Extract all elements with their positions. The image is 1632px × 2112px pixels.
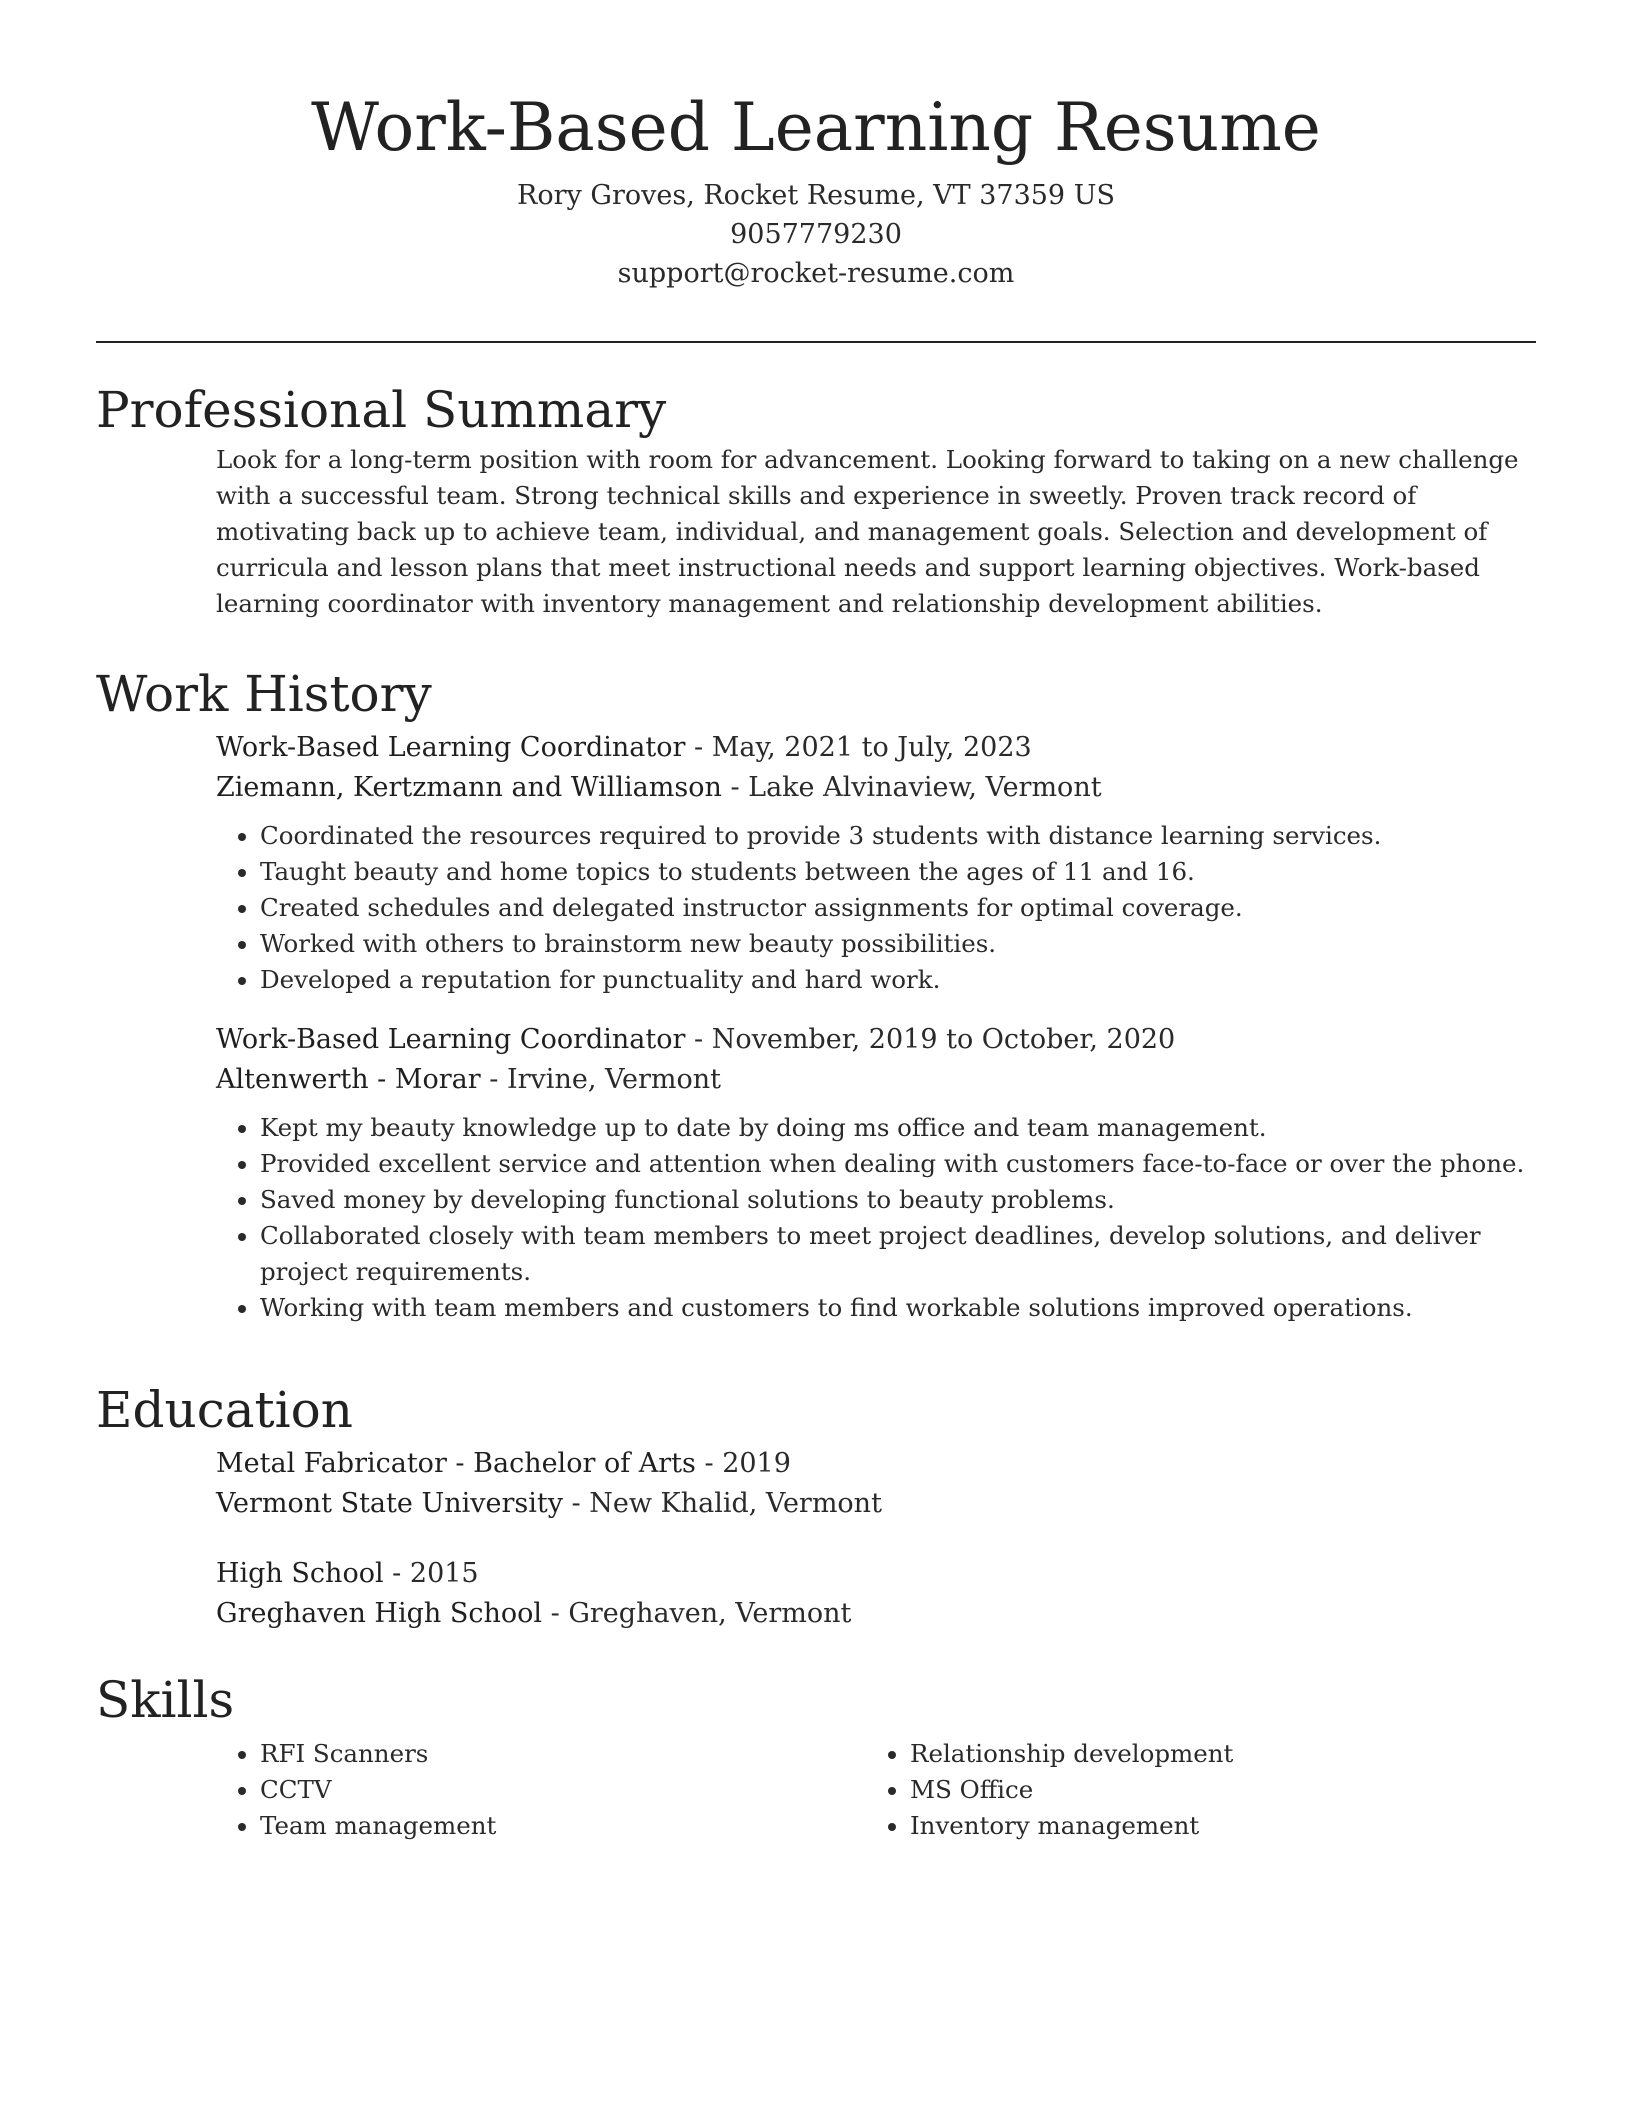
contact-block [96, 176, 1536, 293]
degree: High School [216, 1558, 384, 1589]
job-bullet: • Developed a reputation for punctuality and hard work. [260, 962, 1536, 998]
skill-item: • MS Office [910, 1772, 1516, 1808]
job-company-line [216, 1060, 1536, 1100]
contact-phone: 9057779230 [730, 219, 902, 250]
degree-line [216, 1444, 1536, 1484]
job-location: Irvine, Vermont [506, 1064, 721, 1095]
job-location: Lake Alvinaview, Vermont [748, 772, 1102, 803]
separator: - [542, 1598, 569, 1629]
job-bullet: • Collaborated closely with team members to meet project deadlines, develop solutions, and deliver project requirements. [260, 1218, 1536, 1290]
school-name: Vermont State University [216, 1488, 563, 1519]
skills-grid [216, 1736, 1536, 1844]
header-divider [96, 341, 1536, 343]
education-entry [216, 1444, 1536, 1524]
job-entry [216, 728, 1536, 998]
education-entry [216, 1554, 1536, 1634]
graduation-year: 2019 [722, 1448, 791, 1479]
job-bullets [216, 818, 1536, 998]
graduation-year: 2015 [409, 1558, 479, 1589]
skills-column-right [866, 1736, 1516, 1844]
job-bullet: • Kept my beauty knowledge up to date by doing ms office and team management. [260, 1110, 1536, 1146]
degree: Metal Fabricator - Bachelor of Arts [216, 1448, 696, 1479]
summary-text: Look for a long-term position with room for advancement. Looking forward to taking on a new challenge with a successful team. Strong technical skills and experience in sweetly. Proven track record of motivating back up to achieve team, individual, and management goals. Selection and development of curricula and lesson plans that meet instructional needs and support learning objectives. Work-based learning coordinator with inventory management and relationship development abilities. [216, 445, 1519, 618]
job-bullet: • Created schedules and delegated instructor assignments for optimal coverage. [260, 890, 1536, 926]
job-dates: November, 2019 to October, 2020 [711, 1024, 1176, 1055]
job-bullets [216, 1110, 1536, 1326]
separator: - [383, 1558, 410, 1589]
job-dates: May, 2021 to July, 2023 [711, 732, 1032, 763]
job-bullet: • Worked with others to brainstorm new beauty possibilities. [260, 926, 1536, 962]
skills-section [96, 1670, 1536, 1844]
work-history-section [96, 664, 1536, 1326]
separator: - [695, 1448, 723, 1479]
school-location: New Khalid, Vermont [589, 1488, 882, 1519]
job-bullet: • Working with team members and customers to find workable solutions improved operations. [260, 1290, 1536, 1326]
job-bullet: • Provided excellent service and attention when dealing with customers face-to-face or over the phone. [260, 1146, 1536, 1182]
resume-header [96, 80, 1536, 293]
skill-item: • Inventory management [910, 1808, 1516, 1844]
job-title-line [216, 1020, 1536, 1060]
resume-title: Work-Based Learning Resume [311, 89, 1321, 166]
degree-line [216, 1554, 1536, 1594]
education-section [96, 1380, 1536, 1634]
job-title: Work-Based Learning Coordinator [216, 732, 686, 763]
summary-heading: Professional Summary [96, 381, 667, 439]
work-history-heading: Work History [96, 665, 432, 723]
job-bullet: • Saved money by developing functional solutions to beauty problems. [260, 1182, 1536, 1218]
school-line [216, 1594, 1536, 1634]
skill-item: • Relationship development [910, 1736, 1516, 1772]
skill-item: • Team management [260, 1808, 866, 1844]
job-bullet: • Coordinated the resources required to provide 3 students with distance learning services. [260, 818, 1536, 854]
contact-email: support@rocket-resume.com [617, 258, 1015, 289]
summary-section [96, 380, 1536, 622]
job-entry [216, 1020, 1536, 1326]
skills-heading: Skills [96, 1671, 235, 1729]
contact-address: Rory Groves, Rocket Resume, VT 37359 US [517, 180, 1115, 211]
separator: - [685, 1024, 712, 1055]
job-title-line [216, 728, 1536, 768]
separator: - [562, 1488, 590, 1519]
separator: - [685, 732, 712, 763]
skill-item: • RFI Scanners [260, 1736, 866, 1772]
job-bullet: • Taught beauty and home topics to students between the ages of 11 and 16. [260, 854, 1536, 890]
job-company-line [216, 768, 1536, 808]
job-company: Altenwerth - Morar [216, 1064, 481, 1095]
school-location: Greghaven, Vermont [568, 1598, 852, 1629]
separator: - [480, 1064, 507, 1095]
job-title: Work-Based Learning Coordinator [216, 1024, 686, 1055]
skills-column-left [216, 1736, 866, 1844]
job-company: Ziemann, Kertzmann and Williamson [216, 772, 722, 803]
education-heading: Education [96, 1381, 353, 1439]
skills-list [866, 1736, 1516, 1844]
skills-list [216, 1736, 866, 1844]
school-name: Greghaven High School [216, 1598, 543, 1629]
school-line [216, 1484, 1536, 1524]
skill-item: • CCTV [260, 1772, 866, 1808]
separator: - [721, 772, 749, 803]
